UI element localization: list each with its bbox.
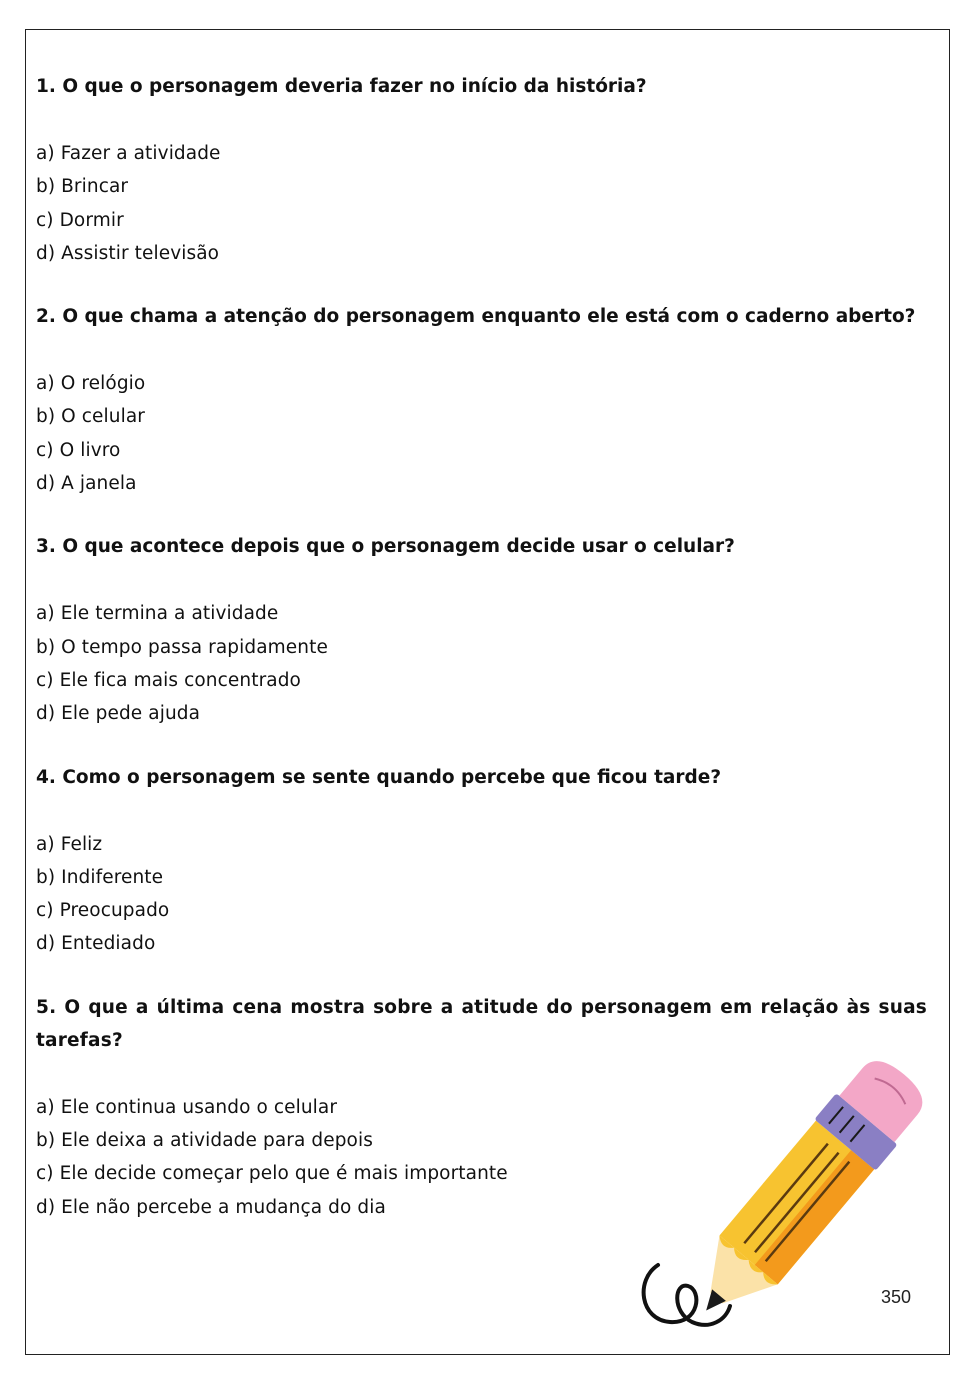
question-5: 5. O que a última cena mostra sobre a atitude do personagem em relação às suas tarefas?	[36, 996, 927, 1051]
options-list-1	[36, 137, 927, 270]
options-list-3	[36, 597, 927, 730]
option-2d: d) A janela	[36, 473, 137, 495]
option-5a: a) Ele continua usando o celular	[36, 1096, 338, 1118]
option-1b: b) Brincar	[36, 176, 129, 198]
option-5d: d) Ele não percebe a mudança do dia	[36, 1196, 386, 1218]
option-4b: b) Indiferente	[36, 866, 164, 888]
options-list-4	[36, 828, 927, 961]
option-1c: c) Dormir	[36, 209, 124, 231]
option-1a: a) Fazer a atividade	[36, 143, 221, 164]
question-block-3	[36, 530, 927, 730]
option-3c: c) Ele fica mais concentrado	[36, 669, 301, 691]
question-block-2	[36, 300, 927, 500]
option-3d: d) Ele pede ajuda	[36, 703, 201, 725]
option-3b: b) O tempo passa rapidamente	[36, 636, 328, 658]
question-3: 3. O que acontece depois que o personagem decide usar o celular?	[36, 536, 735, 558]
question-1: 1. O que o personagem deveria fazer no início da história?	[36, 76, 647, 97]
option-2a: a) O relógio	[36, 373, 146, 395]
option-2c: c) O livro	[36, 439, 121, 461]
option-1d: d) Assistir televisão	[36, 242, 220, 264]
option-2b: b) O celular	[36, 406, 145, 428]
option-5c: c) Ele decide começar pelo que é mais importante	[36, 1163, 508, 1185]
options-list-2	[36, 367, 927, 500]
question-block-4	[36, 761, 927, 961]
option-3a: a) Ele termina a atividade	[36, 603, 279, 625]
option-4d: d) Entediado	[36, 933, 156, 955]
page-number: 350	[881, 1287, 912, 1307]
question-4: 4. Como o personagem se sente quando percebe que ficou tarde?	[36, 766, 722, 788]
question-block-1	[36, 70, 927, 270]
option-5b: b) Ele deixa a atividade para depois	[36, 1130, 373, 1152]
option-4c: c) Preocupado	[36, 900, 170, 922]
option-4a: a) Feliz	[36, 833, 103, 855]
question-2: 2. O que chama a atenção do personagem enquanto ele está com o caderno aberto?	[36, 306, 916, 328]
